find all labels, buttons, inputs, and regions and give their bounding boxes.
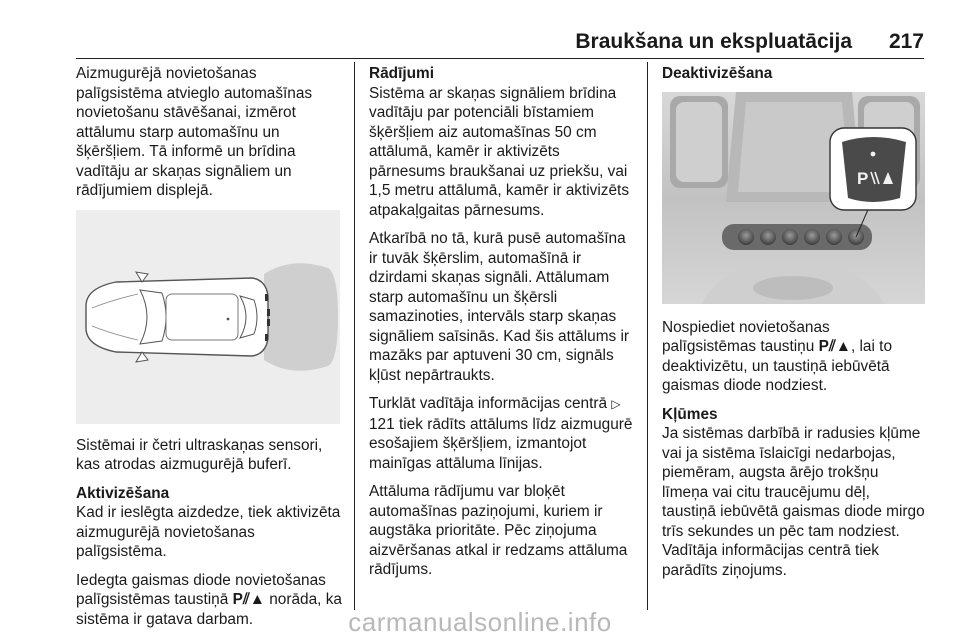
parking-sensor-illustration: [76, 210, 340, 424]
led-text-before: Iedegta gaismas diode novietošanas palīgsistēmas taustiņā: [76, 571, 326, 608]
header-title: Braukšana un ekspluatācija: [575, 30, 852, 53]
watermark: carmanualsonline.info: [348, 607, 612, 637]
deactivation-text-after: , lai to deaktivizētu, un taustiņā iebūvētā gaismas diode nodziest.: [662, 338, 892, 394]
led-text-after: norāda, ka sistēma ir gatava darbam.: [76, 591, 342, 628]
deactivation-paragraph: [662, 318, 928, 396]
intro-paragraph: Aizmugurējā novietošanas palīgsistēma atvieglo automašīnas novietošanu stāvēšanai, izmērot attālumu starp automašīnu un šķēršļiem. Tā informē un brīdina vadītāju ar skaņas signāliem un rādījumiem displejā.: [76, 65, 313, 199]
park-assist-icon: P⫽▲: [818, 338, 851, 355]
page-header: [0, 28, 960, 58]
activation-heading: Aktivizēšana: [76, 484, 170, 502]
svg-text:P: P: [857, 168, 869, 188]
column-divider-left: [354, 62, 355, 610]
faults-paragraph: Ja sistēmas darbībā ir radusies kļūme vai ja sistēma īslaicīgi nedarbojas, piemēram, augsta ārējo trokšņu līmeņa vai citu traucējumu dēļ, taustiņā iebūvētā gaismas diode mirgo trīs sekundes un pēc tam nodziest. Vadītāja informācijas centrā tiek parādīts ziņojums.: [662, 425, 925, 579]
page-reference[interactable]: 121: [369, 415, 395, 433]
column-2: [369, 64, 635, 589]
p3-text-after: tiek rādīts attālums līdz aizmugurē esošajiem šķēršļiem, izmantojot mainīgas attāluma līnijas.: [369, 415, 633, 472]
activation-paragraph: Kad ir ieslēgta aizdedze, tiek aktivizēta aizmugurējā novietošanas palīgsistēma.: [76, 504, 341, 560]
deactivation-heading: Deaktivizēšana: [662, 65, 773, 82]
display-paragraph-3: [369, 394, 635, 473]
sensor-paragraph: Sistēmai ir četri ultraskaņas sensori, kas atrodas aizmugurējā buferī.: [76, 436, 323, 473]
park-assist-icon: P⫽▲: [232, 591, 265, 608]
deactivation-text-before: Nospiediet novietošanas palīgsistēmas taustiņu: [662, 318, 830, 355]
display-paragraph-4: Attāluma rādījumu var bloķēt automašīnas paziņojumi, kuriem ir augstāka prioritāte. Pēc ziņojuma aizvēršanas atkal ir redzams attāluma rādījums.: [369, 483, 628, 578]
p3-text-before: Turklāt vadītāja informācijas centrā: [369, 395, 612, 412]
display-heading: Rādījumi: [369, 65, 434, 82]
page-number: 217: [888, 30, 924, 53]
arrow-icon: ▷: [611, 397, 621, 411]
header-rule: [76, 58, 924, 59]
button-panel-photo: [662, 92, 925, 304]
display-paragraph-1: Sistēma ar skaņas signāliem brīdina vadītāju par potenciāli bīstamiem šķēršļiem aiz automašīnas 50 cm attālumā, kamēr ir aktivizēts pārnesums braukšanai uz priekšu, vai 1,5 metru attālumā, kamēr ir aktivizēts atpakaļgaitas pārnesums.: [369, 84, 630, 219]
column-3: [662, 64, 928, 589]
column-1: [76, 64, 342, 638]
display-paragraph-2: Atkarībā no tā, kurā pusē automašīna ir tuvāk šķērslim, automašīnā ir dzirdami skaņas signāli. Attālumam starp automašīnu un šķērsli samazinoties, intervāls starp skaņas signāliem saīsinās. Kad šis attālums ir mazāks par aptuveni 30 cm, signāls kļūst nepārtraukts.: [369, 230, 630, 384]
faults-heading: Kļūmes: [662, 405, 718, 423]
column-divider-right: [647, 62, 648, 610]
